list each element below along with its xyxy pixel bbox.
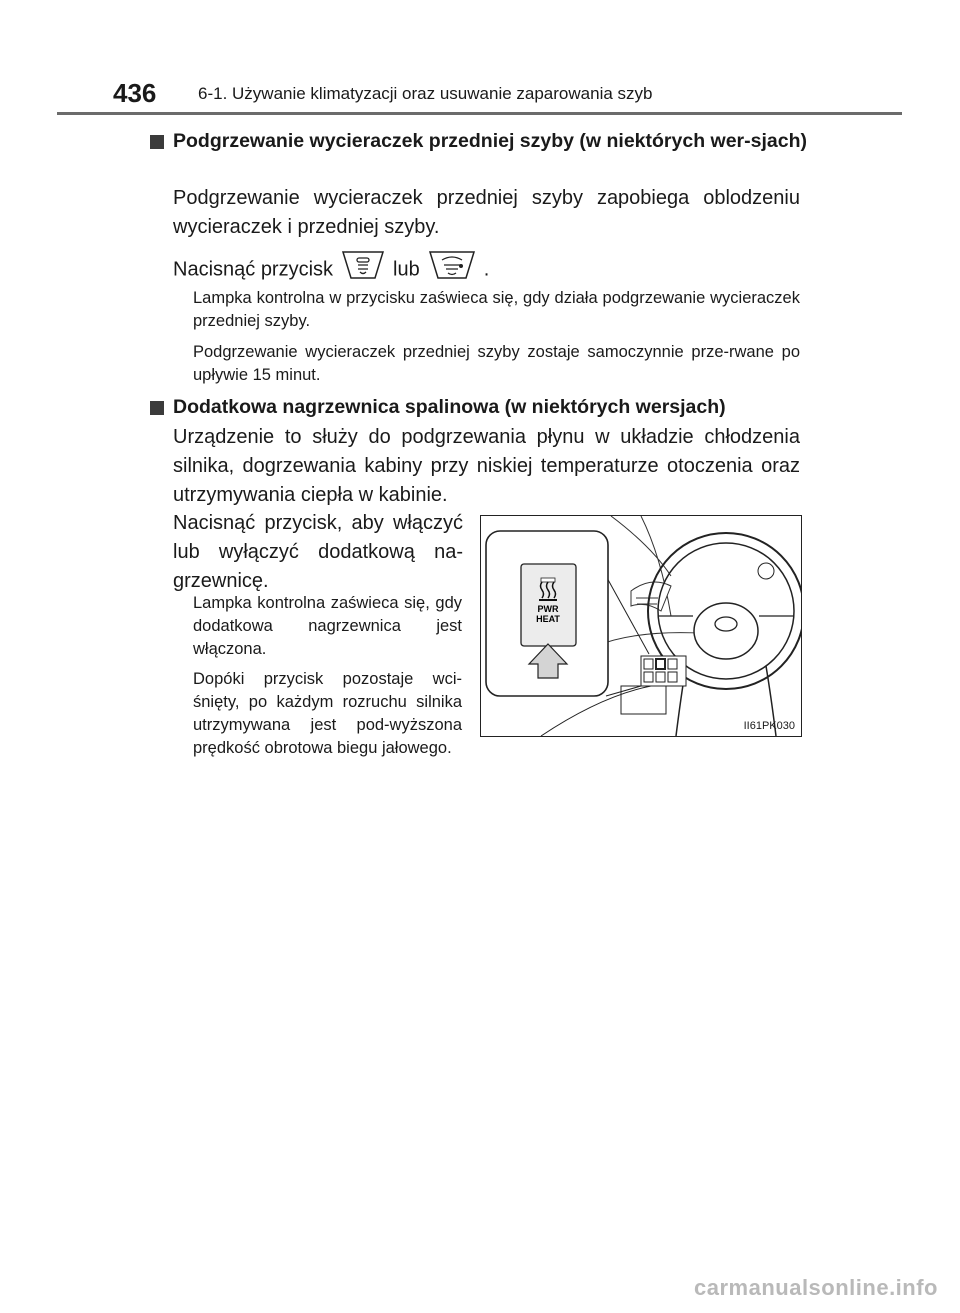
section-fuel-heater xyxy=(150,394,810,421)
note-idle-speed: Dopóki przycisk pozostaje wci-śnięty, po każdym rozruchu silnika utrzymywana jest pod-wyższona prędkość obrotowa biegu jałowego. xyxy=(193,670,462,757)
press-instruction: Nacisnąć przycisk, aby włączyć lub wyłączyć dodatkową na-grzewnicę. xyxy=(173,512,463,592)
section-bullet-icon xyxy=(150,135,164,149)
chapter-title: 6-1. Używanie klimatyzacji oraz usuwanie zaparowania szyb xyxy=(198,84,653,103)
section-wiper-deicer xyxy=(150,128,810,155)
watermark: carmanualsonline.info xyxy=(694,1275,938,1300)
press-end: . xyxy=(483,258,490,281)
dashboard-drawing xyxy=(481,516,801,736)
press-instruction xyxy=(173,250,800,290)
page-number: 436 xyxy=(113,78,157,108)
page-header xyxy=(0,0,960,120)
section-title: Dodatkowa nagrzewnica spalinowa (w niektórych wersjach) xyxy=(173,396,726,418)
note-indicator-light: Lampka kontrolna zaświeca się, gdy dodatkowa nagrzewnica jest włączona. xyxy=(193,594,462,658)
note-indicator-light: Lampka kontrolna w przycisku zaświeca się, gdy działa podgrzewanie wycieraczek przedniej szyby. xyxy=(193,289,800,330)
header-divider xyxy=(57,112,902,115)
section-body: Podgrzewanie wycieraczek przedniej szyby zapobiega oblodzeniu wycieraczek i przedniej szyby. xyxy=(173,187,800,238)
press-or: lub xyxy=(393,258,420,281)
figure-code: II61PK030 xyxy=(743,720,795,732)
dashboard-illustration xyxy=(480,515,802,737)
section-body: Urządzenie to służy do podgrzewania płynu w układzie chłodzenia silnika, dogrzewania kabiny przy niskiej temperaturze otoczenia oraz utrzymywania ciepła w kabinie. xyxy=(173,426,800,506)
note-auto-off: Podgrzewanie wycieraczek przedniej szyby zostaje samoczynnie prze-rwane po upływie 15 minut. xyxy=(193,343,800,384)
section-title: Podgrzewanie wycieraczek przedniej szyby (w niektórych wer-sjach) xyxy=(173,130,807,152)
heat-label: HEAT xyxy=(536,614,560,624)
wiper-deicer-button-icon xyxy=(341,250,385,290)
press-text: Nacisnąć przycisk xyxy=(173,258,334,281)
pwr-label: PWR xyxy=(537,604,559,614)
section-bullet-icon xyxy=(150,401,164,415)
wiper-deicer-button-alt-icon xyxy=(428,250,476,290)
